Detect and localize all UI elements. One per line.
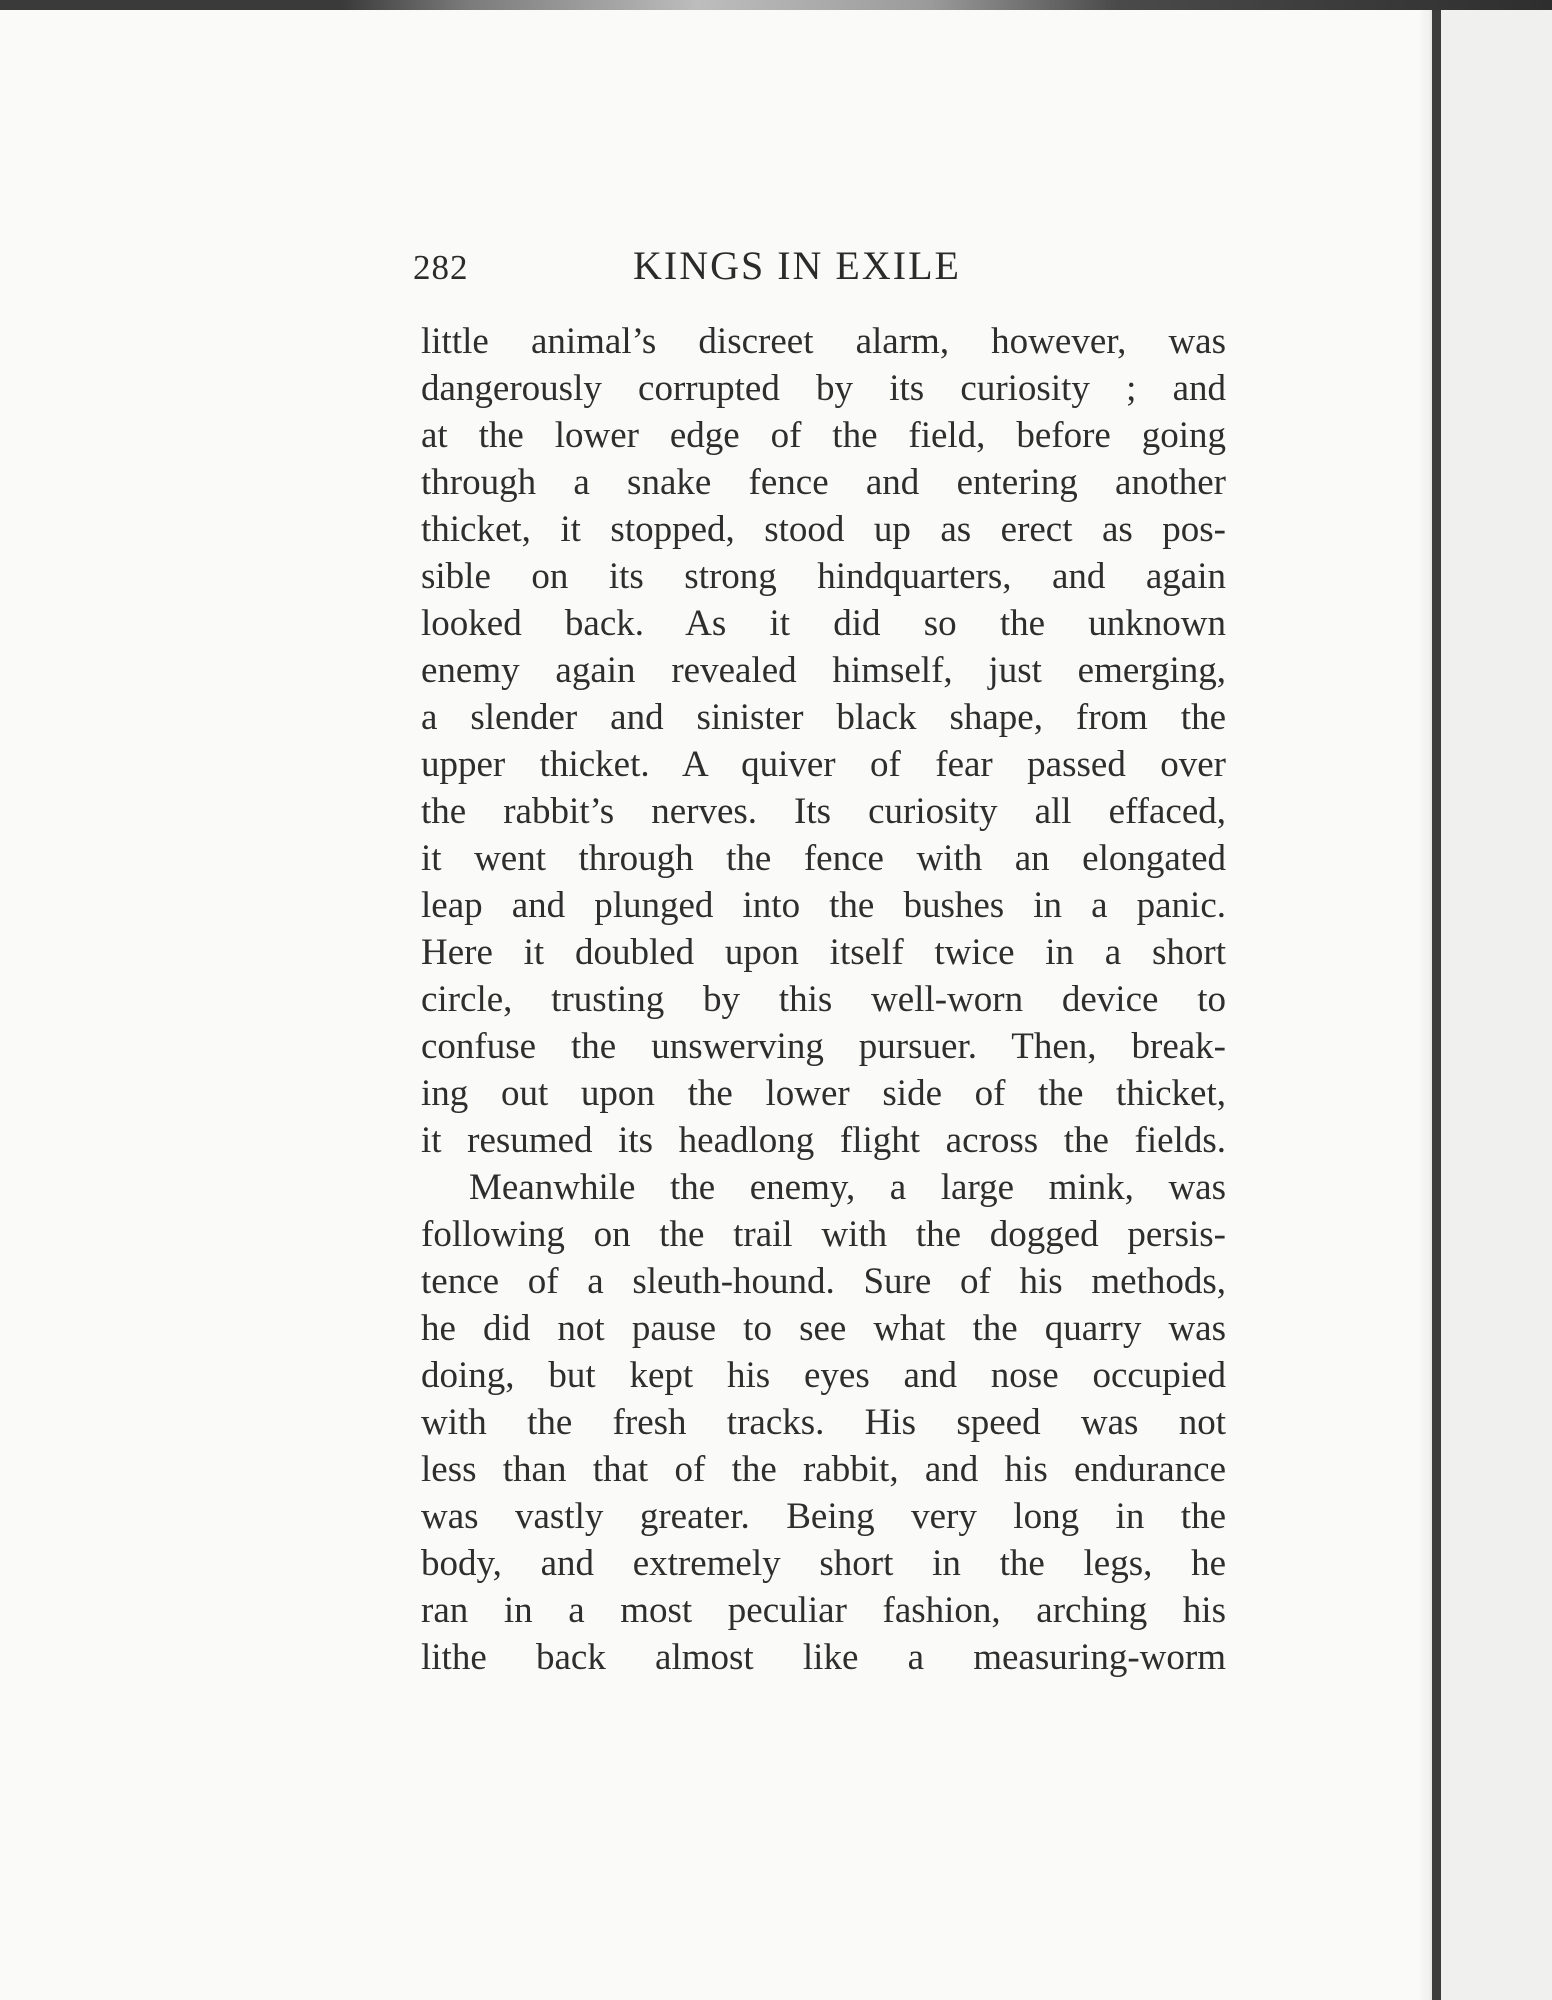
paragraph-2 bbox=[421, 1164, 1226, 1681]
text-line: following on the trail with the dogged persis- bbox=[421, 1214, 1226, 1255]
text-line: it went through the fence with an elongated bbox=[421, 838, 1226, 879]
text-line: body, and extremely short in the legs, he bbox=[421, 1543, 1226, 1584]
scan-right-margin bbox=[1441, 10, 1552, 2000]
body-text bbox=[421, 318, 1226, 1681]
text-line: ran in a most peculiar fashion, arching his bbox=[421, 1590, 1226, 1631]
text-line: doing, but kept his eyes and nose occupied bbox=[421, 1355, 1226, 1396]
text-line: tence of a sleuth-hound. Sure of his methods, bbox=[421, 1261, 1226, 1302]
text-line: he did not pause to see what the quarry was bbox=[421, 1308, 1226, 1349]
text-line: with the fresh tracks. His speed was not bbox=[421, 1402, 1226, 1443]
text-line: was vastly greater. Being very long in the bbox=[421, 1496, 1226, 1537]
running-head bbox=[413, 238, 1233, 298]
text-line: confuse the unswerving pursuer. Then, break- bbox=[421, 1026, 1226, 1067]
text-line: thicket, it stopped, stood up as erect as pos- bbox=[421, 509, 1226, 550]
page-binding-edge bbox=[1432, 10, 1441, 2000]
text-line: dangerously corrupted by its curiosity ; and bbox=[421, 368, 1226, 409]
text-line: sible on its strong hindquarters, and again bbox=[421, 556, 1226, 597]
page-edge-shadow bbox=[1418, 10, 1432, 2000]
text-line: circle, trusting by this well-worn device to bbox=[421, 979, 1226, 1020]
text-line: Meanwhile the enemy, a large mink, was bbox=[469, 1167, 1226, 1208]
text-line: the rabbit’s nerves. Its curiosity all effaced, bbox=[421, 791, 1226, 832]
text-line: little animal’s discreet alarm, however, was bbox=[421, 321, 1226, 362]
page-number: 282 bbox=[413, 248, 469, 287]
text-line: ing out upon the lower side of the thicket, bbox=[421, 1073, 1226, 1114]
text-line: upper thicket. A quiver of fear passed over bbox=[421, 744, 1226, 785]
text-line: enemy again revealed himself, just emerging, bbox=[421, 650, 1226, 691]
text-line: leap and plunged into the bushes in a panic. bbox=[421, 885, 1226, 926]
paragraph-1 bbox=[421, 318, 1226, 1164]
text-line: less than that of the rabbit, and his endurance bbox=[421, 1449, 1226, 1490]
text-line: Here it doubled upon itself twice in a short bbox=[421, 932, 1226, 973]
text-line: at the lower edge of the field, before going bbox=[421, 415, 1226, 456]
text-line: a slender and sinister black shape, from the bbox=[421, 697, 1226, 738]
scan-top-edge bbox=[0, 0, 1552, 10]
text-line: lithe back almost like a measuring-worm bbox=[421, 1637, 1226, 1678]
running-title: KINGS IN EXILE bbox=[633, 243, 961, 288]
text-line: it resumed its headlong flight across the fields. bbox=[421, 1120, 1226, 1161]
text-line: looked back. As it did so the unknown bbox=[421, 603, 1226, 644]
text-line: through a snake fence and entering another bbox=[421, 462, 1226, 503]
